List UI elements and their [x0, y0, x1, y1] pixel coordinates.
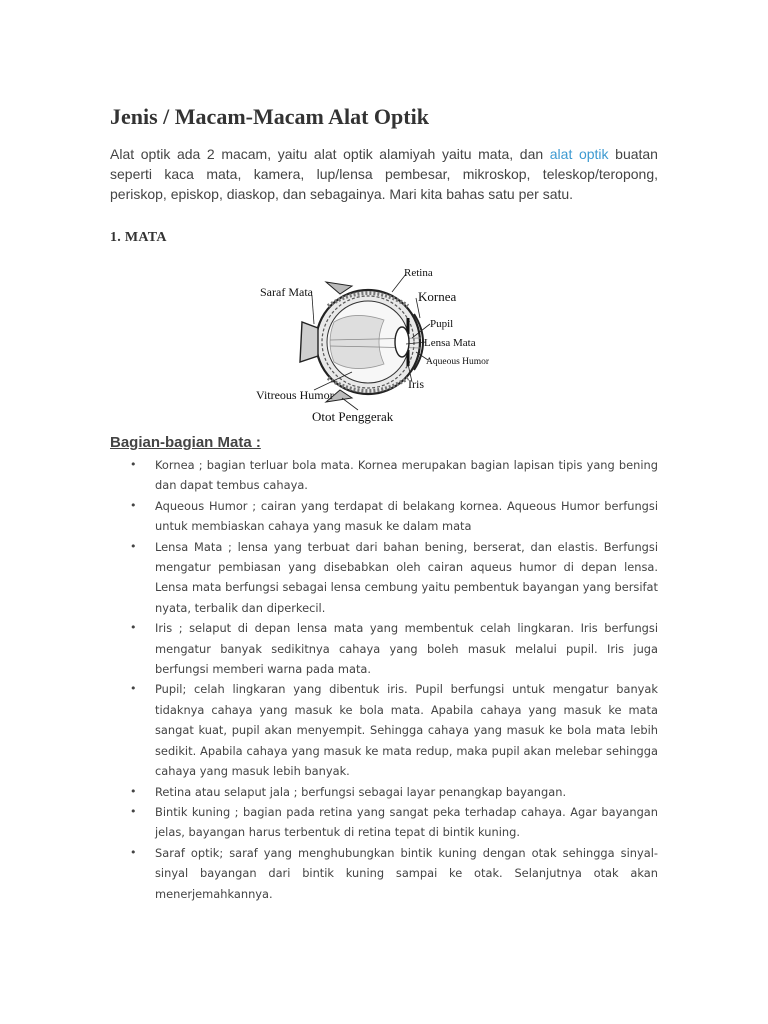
bullet: •	[130, 621, 137, 635]
list-item	[110, 496, 658, 537]
list-item	[110, 782, 658, 802]
label-iris: Iris	[408, 377, 424, 391]
intro-paragraph	[110, 144, 658, 204]
bullet: •	[130, 539, 137, 553]
intro-text-before-link: Alat optik ada 2 macam, yaitu alat optik alamiyah yaitu mata, dan	[110, 146, 550, 162]
page-title: Jenis / Macam-Macam Alat Optik	[110, 104, 429, 129]
label-lensa-mata: Lensa Mata	[424, 337, 476, 349]
list-item	[110, 618, 658, 679]
list-item	[110, 843, 658, 904]
bullet: •	[130, 804, 137, 818]
bullet: •	[130, 845, 137, 859]
bullet: •	[130, 682, 137, 696]
label-retina: Retina	[404, 267, 433, 279]
list-item-text: Retina atau selaput jala ; berfungsi sebagai layar penangkap bayangan.	[155, 784, 567, 799]
label-pupil: Pupil	[430, 318, 454, 330]
bullet: •	[130, 458, 137, 471]
list-item-text: Aqueous Humor ; cairan yang terdapat di belakang kornea. Aqueous Humor berfungsi untuk membiaskan cahaya yang masuk ke dalam mata	[155, 498, 658, 534]
list-item-text: Lensa Mata ; lensa yang terbuat dari bahan bening, berserat, dan elastis. Berfungsi mengatur pembiasan yang disebabkan oleh cairan aqueus humor di depan lensa. Lensa mata berfungsi sebagai lensa cembung yaitu pembentuk bayangan yang bersifat nyata, terbalik dan diperkecil.	[155, 539, 658, 615]
label-aqueous-humor: Aqueous Humor	[426, 357, 490, 367]
label-kornea: Kornea	[418, 289, 457, 304]
list-item-text: Kornea ; bagian terluar bola mata. Kornea merupakan bagian lapisan tipis yang bening dan dapat tembus cahaya.	[155, 458, 658, 493]
section-heading-mata: 1. MATA	[110, 230, 167, 245]
eye-parts-subheading: Bagian-bagian Mata :	[110, 434, 261, 451]
list-item-text: Saraf optik; saraf yang menghubungkan bintik kuning dengan otak sehingga sinyal-sinyal bayangan dari bintik kuning sampai ke otak. Selanjutnya otak akan menerjemahkannya.	[155, 845, 658, 901]
list-item	[110, 679, 658, 781]
list-item-text: Iris ; selaput di depan lensa mata yang membentuk celah lingkaran. Iris berfungsi mengatur banyak sedikitnya cahaya yang boleh masuk melalui pupil. Iris juga berfungsi memberi warna pada mata.	[155, 621, 658, 677]
bullet: •	[130, 784, 137, 798]
list-item	[110, 802, 658, 843]
eye-diagram-svg	[256, 262, 506, 430]
label-saraf-mata: Saraf Mata	[260, 285, 313, 299]
eye-diagram	[256, 262, 506, 430]
eyeball-illustration	[300, 282, 423, 402]
eye-parts-list	[110, 455, 658, 904]
intro-text-after-link: buatan seperti kaca mata, kamera, lup/lensa pembesar, mikroskop, teleskop/teropong, periskop, episkop, diaskop, dan sebagainya. Mari kita bahas satu per satu.	[110, 146, 658, 202]
list-item	[110, 455, 658, 496]
alat-optik-link[interactable]: alat optik	[549, 146, 609, 162]
list-item	[110, 537, 658, 619]
bullet: •	[130, 498, 137, 512]
list-item-text: Pupil; celah lingkaran yang dibentuk iris. Pupil berfungsi untuk mengatur banyak tidaknya cahaya yang masuk ke bola mata. Apabila cahaya yang masuk ke mata sangat kuat, pupil akan menyempit. Sehingga cahaya yang masuk ke bola mata lebih sedikit. Apabila cahaya yang masuk ke mata redup, maka pupil akan melebar sehingga cahaya yang masuk lebih banyak.	[155, 682, 658, 779]
list-item-text: Bintik kuning ; bagian pada retina yang sangat peka terhadap cahaya. Agar bayangan jelas, bayangan harus terbentuk di retina tepat di bintik kuning.	[155, 804, 658, 840]
label-otot-penggerak: Otot Penggerak	[312, 409, 394, 424]
label-vitreous-humor: Vitreous Humor	[256, 388, 334, 402]
